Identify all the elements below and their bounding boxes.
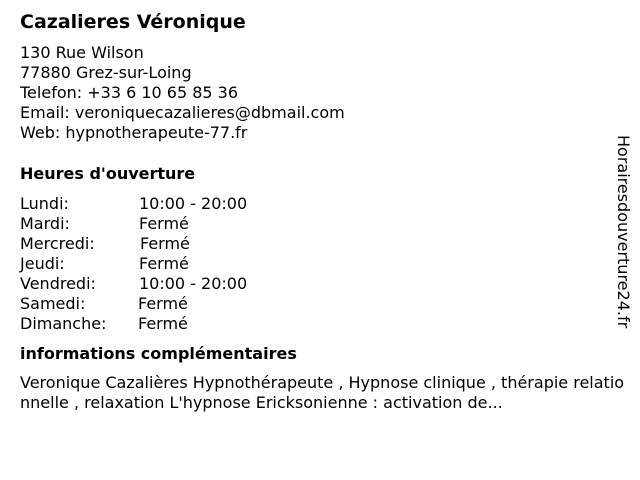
- business-card: [20, 10, 632, 413]
- hours-heading: Heures d'ouverture: [20, 164, 196, 183]
- hours-row-thursday: [20, 254, 632, 274]
- hours-row-sunday: [20, 314, 632, 334]
- day-hours: Fermé: [140, 234, 190, 253]
- day-hours: Fermé: [139, 214, 189, 233]
- day-hours: 10:00 - 20:00: [139, 274, 248, 293]
- city-address: 77880 Grez-sur-Loing: [20, 63, 192, 82]
- day-label: Jeudi:: [20, 254, 65, 273]
- day-label: Mercredi:: [20, 234, 95, 253]
- hours-row-saturday: [20, 294, 632, 314]
- day-label: Lundi:: [20, 194, 69, 213]
- opening-hours-table: [20, 194, 632, 334]
- day-hours: Fermé: [138, 294, 188, 313]
- day-label: Samedi:: [20, 294, 86, 313]
- info-heading: informations complémentaires: [20, 344, 297, 363]
- day-label: Dimanche:: [20, 314, 107, 333]
- business-name: Cazalieres Véronique: [20, 11, 246, 33]
- day-hours: Fermé: [139, 254, 189, 273]
- street-address: 130 Rue Wilson: [20, 43, 144, 62]
- hours-row-wednesday: [20, 234, 632, 254]
- day-hours: Fermé: [138, 314, 188, 333]
- hours-row-tuesday: [20, 214, 632, 234]
- info-description: Veronique Cazalières Hypnothérapeute , Hypnose clinique , thérapie relationnelle , relaxation L'hypnose Ericksonienne : activation de...: [20, 373, 625, 412]
- email-address: Email: veroniquecazalieres@dbmail.com: [20, 103, 345, 122]
- day-label: Vendredi:: [20, 274, 96, 293]
- day-label: Mardi:: [20, 214, 70, 233]
- website: Web: hypnotherapeute-77.fr: [20, 123, 248, 142]
- phone-number: Telefon: +33 6 10 65 85 36: [20, 83, 239, 102]
- contact-block: [20, 43, 632, 143]
- hours-row-monday: [20, 194, 632, 214]
- hours-row-friday: [20, 274, 632, 294]
- site-watermark: Horairesdouverture24.fr: [614, 135, 633, 329]
- day-hours: 10:00 - 20:00: [139, 194, 248, 213]
